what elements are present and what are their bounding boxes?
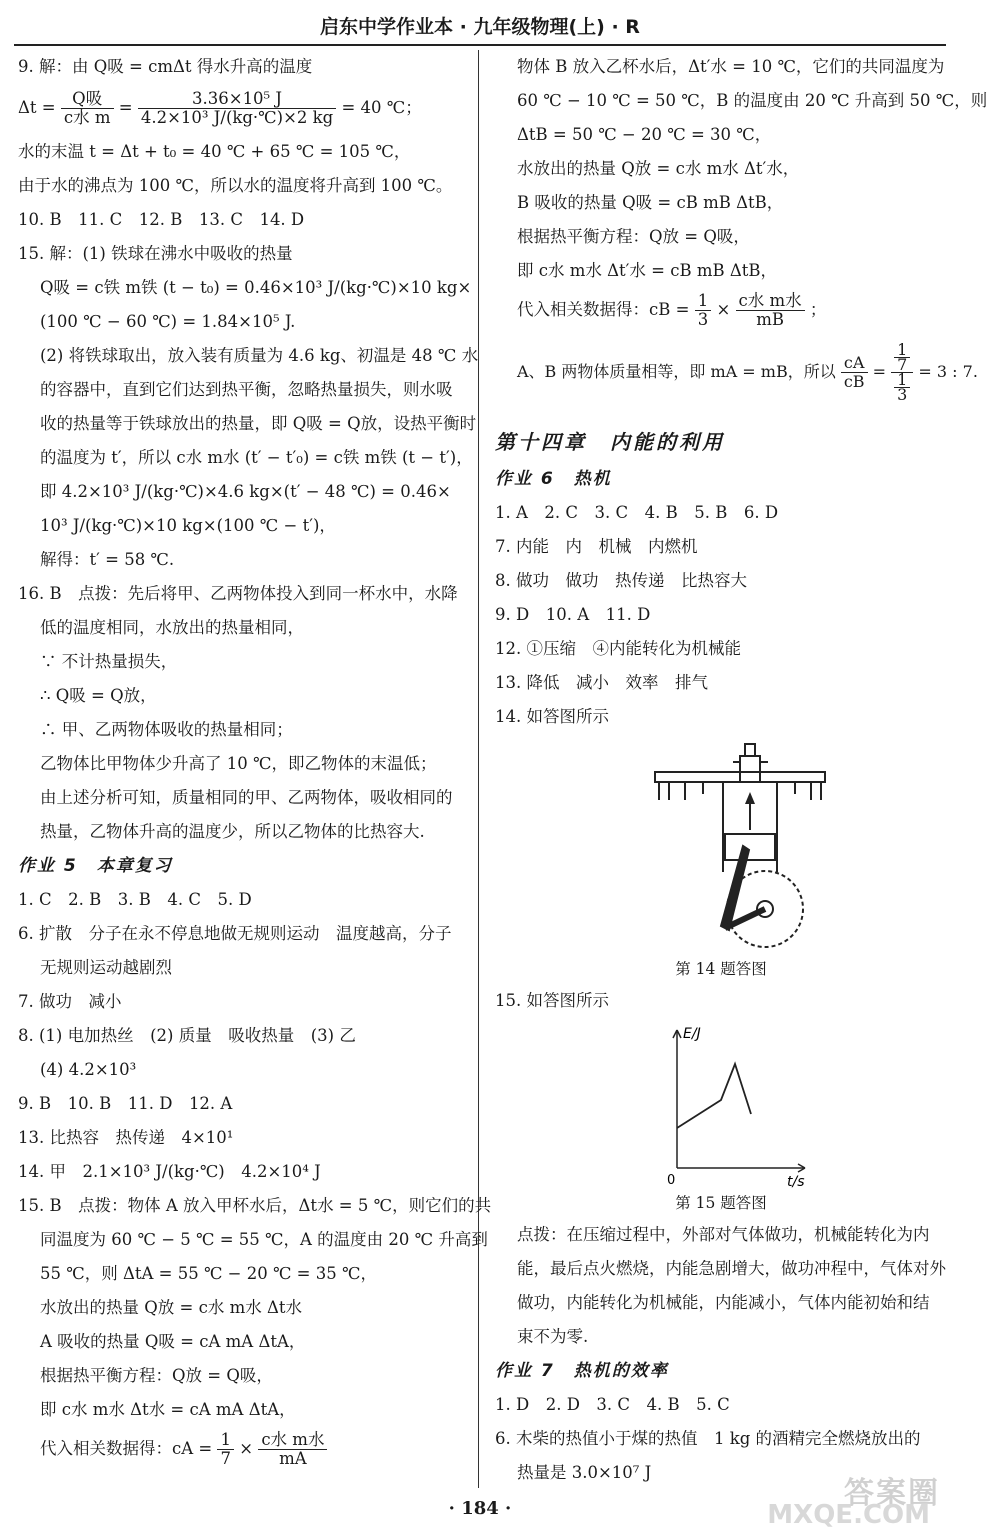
answer-text: 水放出的热量 Q放 = c水 m水 Δt′水， [517,159,800,178]
formula-text: 代入相关数据得：cB = [517,300,690,319]
x-axis-label: t/s [787,1174,805,1190]
right-column [495,50,987,1490]
hint-text: 能，最后点火燃烧，内能急剧增大，做功冲程中，气体对外 [517,1259,946,1278]
answer-text: 14. 甲 2.1×10³ J/(kg·℃) 4.2×10⁴ J [18,1162,321,1181]
watermark-logo: 答案圈 [844,1476,940,1511]
answer-9-intro: 9. 解：由 Q吸 = cmΔt 得水升高的温度 [18,57,313,76]
denominator: mB [756,310,784,329]
answer-text: 水放出的热量 Q放 = c水 m水 Δt水 [40,1298,303,1317]
answer-text: 15. B 点拨：物体 A 放入甲杯水后，Δt水 = 5 ℃，则它们的共 [18,1196,492,1215]
spark-plug-tip [745,744,755,756]
fraction [258,1431,327,1468]
fraction [61,90,114,127]
fraction [736,292,805,329]
answer-formula [18,1427,468,1468]
figure-14-caption: 第 14 题答图 [675,960,767,978]
section-title-homework-7: 作业 7 热机的效率 [495,1361,669,1381]
numerator: 1 [217,1431,234,1450]
answer-text: A 吸收的热量 Q吸 = cA mA ΔtA， [40,1332,306,1351]
formula-text: = 3 : 7. [918,362,978,381]
answer-text: 7. 做功 减小 [18,992,122,1011]
answer-text: 由上述分析可知，质量相同的甲、乙两物体，吸收相同的 [40,788,453,807]
answer-choices: 9. B 10. B 11. D 12. A [18,1094,233,1113]
formula-text: = [118,98,133,117]
energy-curve [677,1064,751,1128]
answer-text: 无规则运动越剧烈 [40,958,172,977]
engine-diagram [645,734,845,954]
answer-text: 10³ J/(kg·℃)×10 kg×(100 ℃ − t′)， [40,516,336,535]
page-header: 启东中学作业本 · 九年级物理(上) · R [320,16,640,38]
answer-text: 6. 扩散 分子在永不停息地做无规则运动 温度越高，分子 [18,924,452,943]
figure-15-caption: 第 15 题答图 [675,1194,767,1212]
answer-16: 16. B 点拨：先后将甲、乙两物体投入到同一杯水中，水降 [18,584,458,603]
answer-text: 低的温度相同，水放出的热量相同， [40,618,304,637]
answer-text: 的容器中，直到它们达到热平衡，忽略热量损失，则水吸 [40,380,453,399]
answer-text: 物体 B 放入乙杯水后，Δt′水 = 10 ℃，它们的共同温度为 [517,57,945,76]
formula-text: ； [809,300,827,319]
hint-text: 点拨：在压缩过程中，外部对气体做功，机械能转化为内 [517,1225,930,1244]
answer-text: 收的热量等于铁球放出的热量，即 Q吸 = Q放，设热平衡时 [40,414,477,433]
answer-text: ∴ 甲、乙两物体吸收的热量相同； [40,720,293,739]
answer-text: 7. 内能 内 机械 内燃机 [495,537,698,556]
answer-text: 55 ℃，则 ΔtA = 55 ℃ − 20 ℃ = 35 ℃， [40,1264,377,1283]
fraction [894,370,910,404]
denominator: 7 [220,1449,231,1468]
denominator: 4.2×10³ J/(kg·℃)×2 kg [140,108,334,127]
answer-text: ∴ Q吸 = Q放， [40,686,157,705]
fraction [841,354,868,391]
numerator: Q吸 [61,90,114,109]
answer-text: ΔtB = 50 ℃ − 20 ℃ = 30 ℃， [517,125,772,144]
denominator: 3 [697,310,709,329]
denominator: cB [843,372,865,391]
answer-choices: 1. A 2. C 3. C 4. B 5. B 6. D [495,503,779,522]
answer-9-formula [18,84,468,135]
formula-text: = 40 ℃； [341,98,422,117]
origin-label: 0 [667,1173,676,1188]
answer-text: 8. 做功 做功 热传递 比热容大 [495,571,747,590]
spark-plug [740,756,760,782]
answer-text: 即 4.2×10³ J/(kg·℃)×4.6 kg×(t′ − 48 ℃) = 0.46× [40,482,451,501]
answer-text: 即 c水 m水 Δt水 = cA mA ΔtA， [40,1400,296,1419]
answer-text: (100 ℃ − 60 ℃) = 1.84×10⁵ J. [40,312,296,331]
hint-text: 做功，内能转化为机械能，内能减小，气体内能初始和结 [517,1293,930,1312]
fraction [695,292,712,329]
answer-text: 同温度为 60 ℃ − 5 ℃ = 55 ℃，A 的温度由 20 ℃ 升高到 [40,1230,488,1249]
page-number: · 184 · [448,1498,512,1519]
answer-text: Q吸 = c铁 m铁 (t − t₀) = 0.46×10³ J/(kg·℃)×10 kg× [40,278,472,297]
denominator: mA [279,1449,307,1468]
answer-text: (2) 将铁球取出，放入装有质量为 4.6 kg、初温是 48 ℃ 水 [40,346,479,365]
answer-text: 14. 如答图所示 [495,707,609,726]
answer-text: 由于水的沸点为 100 ℃，所以水的温度将升高到 100 ℃。 [18,176,453,195]
answer-text: 热量是 3.0×10⁷ J [517,1463,652,1482]
section-title-homework-5: 作业 5 本章复习 [18,856,173,876]
chapter-title: 第十四章 内能的利用 [495,430,725,454]
answer-text: 乙物体比甲物体少升高了 10 ℃，即乙物体的末温低； [40,754,437,773]
answer-text: 60 ℃ − 10 ℃ = 50 ℃，B 的温度由 20 ℃ 升高到 50 ℃，则 [517,91,987,110]
section-title-homework-6: 作业 6 热机 [495,469,612,489]
y-axis-label: E/J [683,1026,701,1042]
engine-diagram-svg [645,734,845,954]
formula-text: × [716,300,731,319]
compound-fraction [891,340,913,404]
answer-15-intro: 15. 解：(1) 铁球在沸水中吸收的热量 [18,244,293,263]
answer-text: 即 c水 m水 Δt′水 = cB mB ΔtB， [517,261,778,280]
numerator: 1 [695,292,712,311]
numerator: 3.36×10⁵ J [138,90,336,109]
answer-text: 6. 木柴的热值小于煤的热值 1 kg 的酒精完全燃烧放出的 [495,1429,921,1448]
answer-text: 15. 如答图所示 [495,991,609,1010]
denominator: 3 [897,385,908,404]
denominator [891,370,913,404]
denominator: c水 m [63,108,111,127]
header-rule [14,44,946,46]
denominator: 7 [897,355,908,374]
formula-text: × [239,1439,254,1458]
fraction [894,340,910,374]
answer-choices: 9. D 10. A 11. D [495,605,651,624]
answer-text: 水的末温 t = Δt + t₀ = 40 ℃ + 65 ℃ = 105 ℃， [18,142,411,161]
numerator: 1 [894,373,910,388]
answer-formula-ratio [495,339,978,408]
left-column [18,50,492,1468]
answer-choices: 10. B 11. C 12. B 13. C 14. D [18,210,305,229]
answer-text: 根据热平衡方程：Q放 = Q吸， [40,1366,273,1385]
numerator: c水 m水 [736,292,805,311]
energy-graph-svg [655,1018,815,1188]
answer-formula [495,288,947,339]
answer-text: 12. ①压缩 ④内能转化为机械能 [495,639,741,658]
formula-text: = [872,362,887,381]
numerator: 1 [894,343,910,358]
energy-graph [655,1018,815,1188]
answer-text: (4) 4.2×10³ [40,1060,137,1079]
answer-text: ∵ 不计热量损失， [40,652,178,671]
watermark-url: MXQE.COM [767,1500,930,1530]
answer-text: 13. 比热容 热传递 4×10¹ [18,1128,234,1147]
column-divider [478,50,479,1488]
formula-text: Δt = [18,98,56,117]
answer-text: 8. (1) 电加热丝 (2) 质量 吸收热量 (3) 乙 [18,1026,356,1045]
numerator [891,340,913,374]
answer-text: 热量，乙物体升高的温度少，所以乙物体的比热容大. [40,822,425,841]
numerator: cA [841,354,868,373]
formula-text: 代入相关数据得：cA = [40,1439,213,1458]
answer-text: 解得：t′ = 58 ℃. [40,550,175,569]
answer-text: B 吸收的热量 Q吸 = cB mB ΔtB， [517,193,784,212]
fraction [138,90,336,127]
formula-text: A、B 两物体质量相等，即 mA = mB，所以 [517,362,836,381]
fraction [217,1431,234,1468]
numerator: c水 m水 [258,1431,327,1450]
arrow-head-icon [745,792,755,804]
answer-text: 的温度为 t′，所以 c水 m水 (t′ − t′₀) = c铁 m铁 (t − t′)， [40,448,473,467]
answer-choices: 1. D 2. D 3. C 4. B 5. C [495,1395,730,1414]
hint-text: 束不为零. [517,1327,589,1346]
answer-text: 根据热平衡方程：Q放 = Q吸， [517,227,750,246]
answer-choices: 1. C 2. B 3. B 4. C 5. D [18,890,252,909]
answer-text: 13. 降低 减小 效率 排气 [495,673,708,692]
piston [725,834,775,860]
